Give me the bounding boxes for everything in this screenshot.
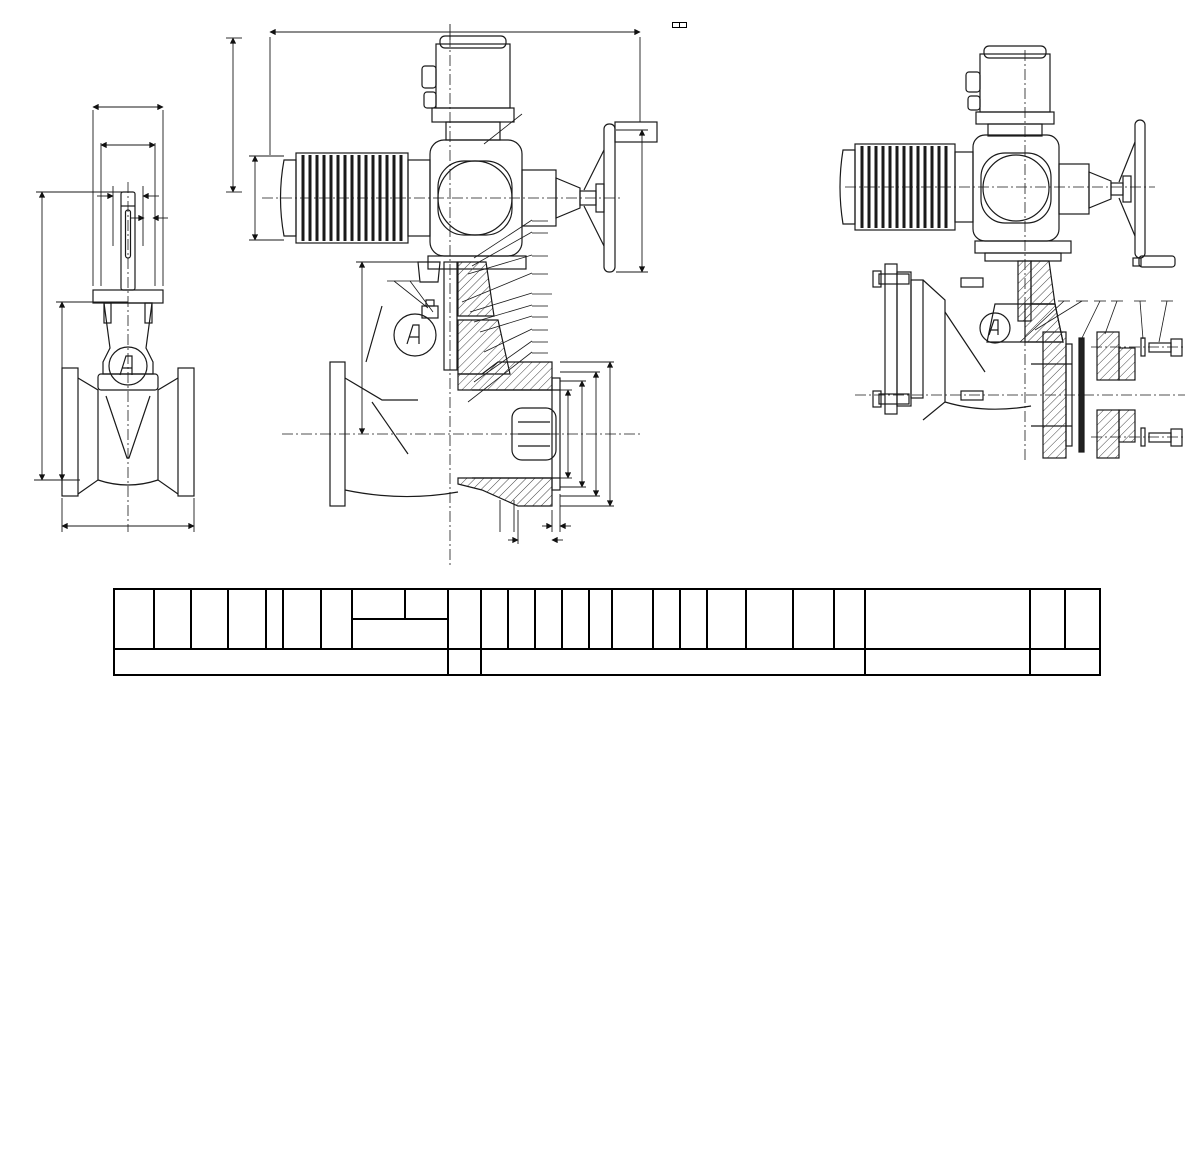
col-h3 [834,589,865,649]
motor-ribs [303,155,401,241]
col-d-big [283,589,321,649]
parts-col-number [673,23,680,28]
col-d3 [589,589,612,649]
col-pn [352,619,448,649]
col-h [707,589,746,649]
col-d-small [321,589,352,649]
col-d2 [562,589,589,649]
actuator [840,46,1175,267]
col-l2911 [154,589,191,649]
valve-section-lower [330,262,560,506]
col-d1 [535,589,562,649]
col-h2 [793,589,834,649]
col-c2 [508,589,535,649]
h-dimension [356,262,432,434]
parts-table [672,22,687,28]
valve-front-view-drawing [0,10,246,556]
col-d5 [653,589,680,649]
col-n [448,589,481,649]
units-mm-right [481,649,865,675]
col-k [352,589,405,619]
col-d6 [680,589,707,649]
col-h1 [746,589,793,649]
col-ves2902 [1065,589,1100,649]
col-l2902 [191,589,228,649]
front-view-dimensions [34,107,194,532]
col-l-hole [405,589,448,619]
motor-ribs [862,146,946,228]
col-dn [114,589,154,649]
dimensions-table [113,588,1101,676]
electric-actuator [281,36,658,272]
col-auma [865,589,1030,649]
valve-assembly [873,261,1072,458]
col-d4xn [612,589,653,649]
col-c1 [481,589,508,649]
mounting-scheme-drawing [835,42,1194,490]
valve-section-view-drawing [222,10,670,582]
col-ves2911 [1030,589,1065,649]
units-kg [1030,649,1100,675]
units-mm-left [114,649,448,675]
parts-col-detail [680,23,687,28]
col-f [266,589,283,649]
units-dash [448,649,481,675]
d6-dimension [616,130,648,272]
col-c [228,589,266,649]
units-auma [865,649,1030,675]
h3-dimension [226,38,242,192]
